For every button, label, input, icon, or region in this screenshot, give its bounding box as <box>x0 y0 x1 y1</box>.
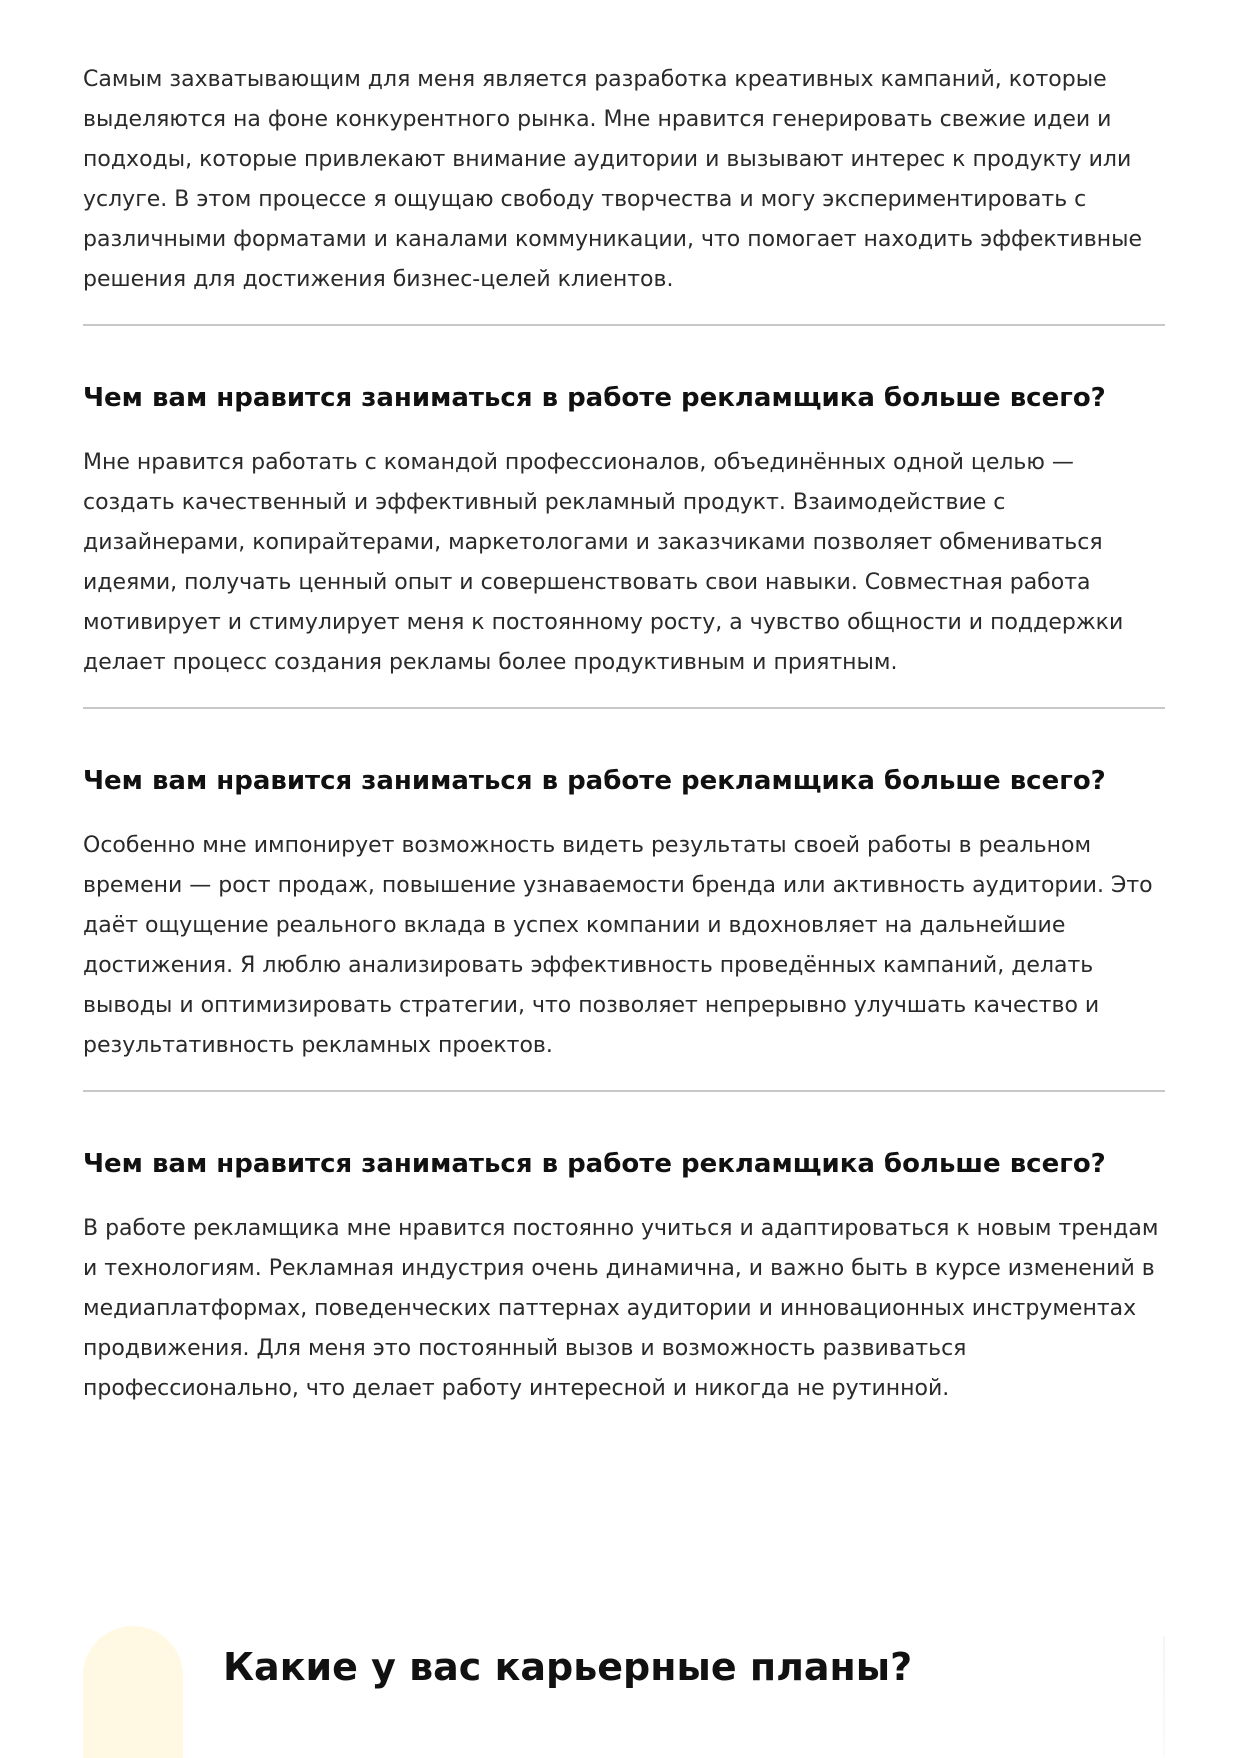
career-plans-card <box>83 1618 1165 1758</box>
question-heading: Чем вам нравится заниматься в работе рекламщика больше всего? <box>83 766 1106 796</box>
answer-paragraph: Мне нравится работать с командой профессионалов, объединённых одной целью — создать качественный и эффективный рекламный продукт. Взаимодействие с дизайнерами, копирайтерами, маркетологами и заказчиками позволяет обмениваться идеями, получать ценный опыт и совершенствовать свои навыки. Совместная работа мотивирует и стимулирует меня к постоянному росту, а чувство общности и поддержки делает процесс создания рекламы более продуктивным и приятным. <box>83 450 1124 675</box>
qa-section-1 <box>83 326 1165 683</box>
answer-paragraph: В работе рекламщика мне нравится постоянно учиться и адаптироваться к новым трендам и технологиям. Рекламная индустрия очень динамична, и важно быть в курсе изменений в медиаплатформах, поведенческих паттернах аудитории и инновационных инструментах продвижения. Для меня это постоянный вызов и возможность развиваться профессионально, что делает работу интересной и никогда не рутинной. <box>83 1216 1159 1401</box>
card-edge <box>1163 1636 1165 1756</box>
career-plans-heading: Какие у вас карьерные планы? <box>223 1645 913 1689</box>
decorative-circle-icon <box>83 1626 183 1758</box>
answer-paragraph: Особенно мне импонирует возможность видеть результаты своей работы в реальном времени — рост продаж, повышение узнаваемости бренда или активность аудитории. Это даёт ощущение реального вклада в успех компании и вдохновляет на дальнейшие достижения. Я люблю анализировать эффективность проведённых кампаний, делать выводы и оптимизировать стратегии, что позволяет непрерывно улучшать качество и результативность рекламных проектов. <box>83 833 1153 1058</box>
qa-section-3 <box>83 1092 1165 1409</box>
document-page <box>83 60 1165 1409</box>
qa-section-2 <box>83 709 1165 1066</box>
question-heading: Чем вам нравится заниматься в работе рекламщика больше всего? <box>83 383 1106 413</box>
intro-paragraph: Самым захватывающим для меня является разработка креативных кампаний, которые выделяются на фоне конкурентного рынка. Мне нравится генерировать свежие идеи и подходы, которые привлекают внимание аудитории и вызывают интерес к продукту или услуге. В этом процессе я ощущаю свободу творчества и могу экспериментировать с различными форматами и каналами коммуникации, что помогает находить эффективные решения для достижения бизнес-целей клиентов. <box>83 67 1143 292</box>
question-heading: Чем вам нравится заниматься в работе рекламщика больше всего? <box>83 1149 1106 1179</box>
